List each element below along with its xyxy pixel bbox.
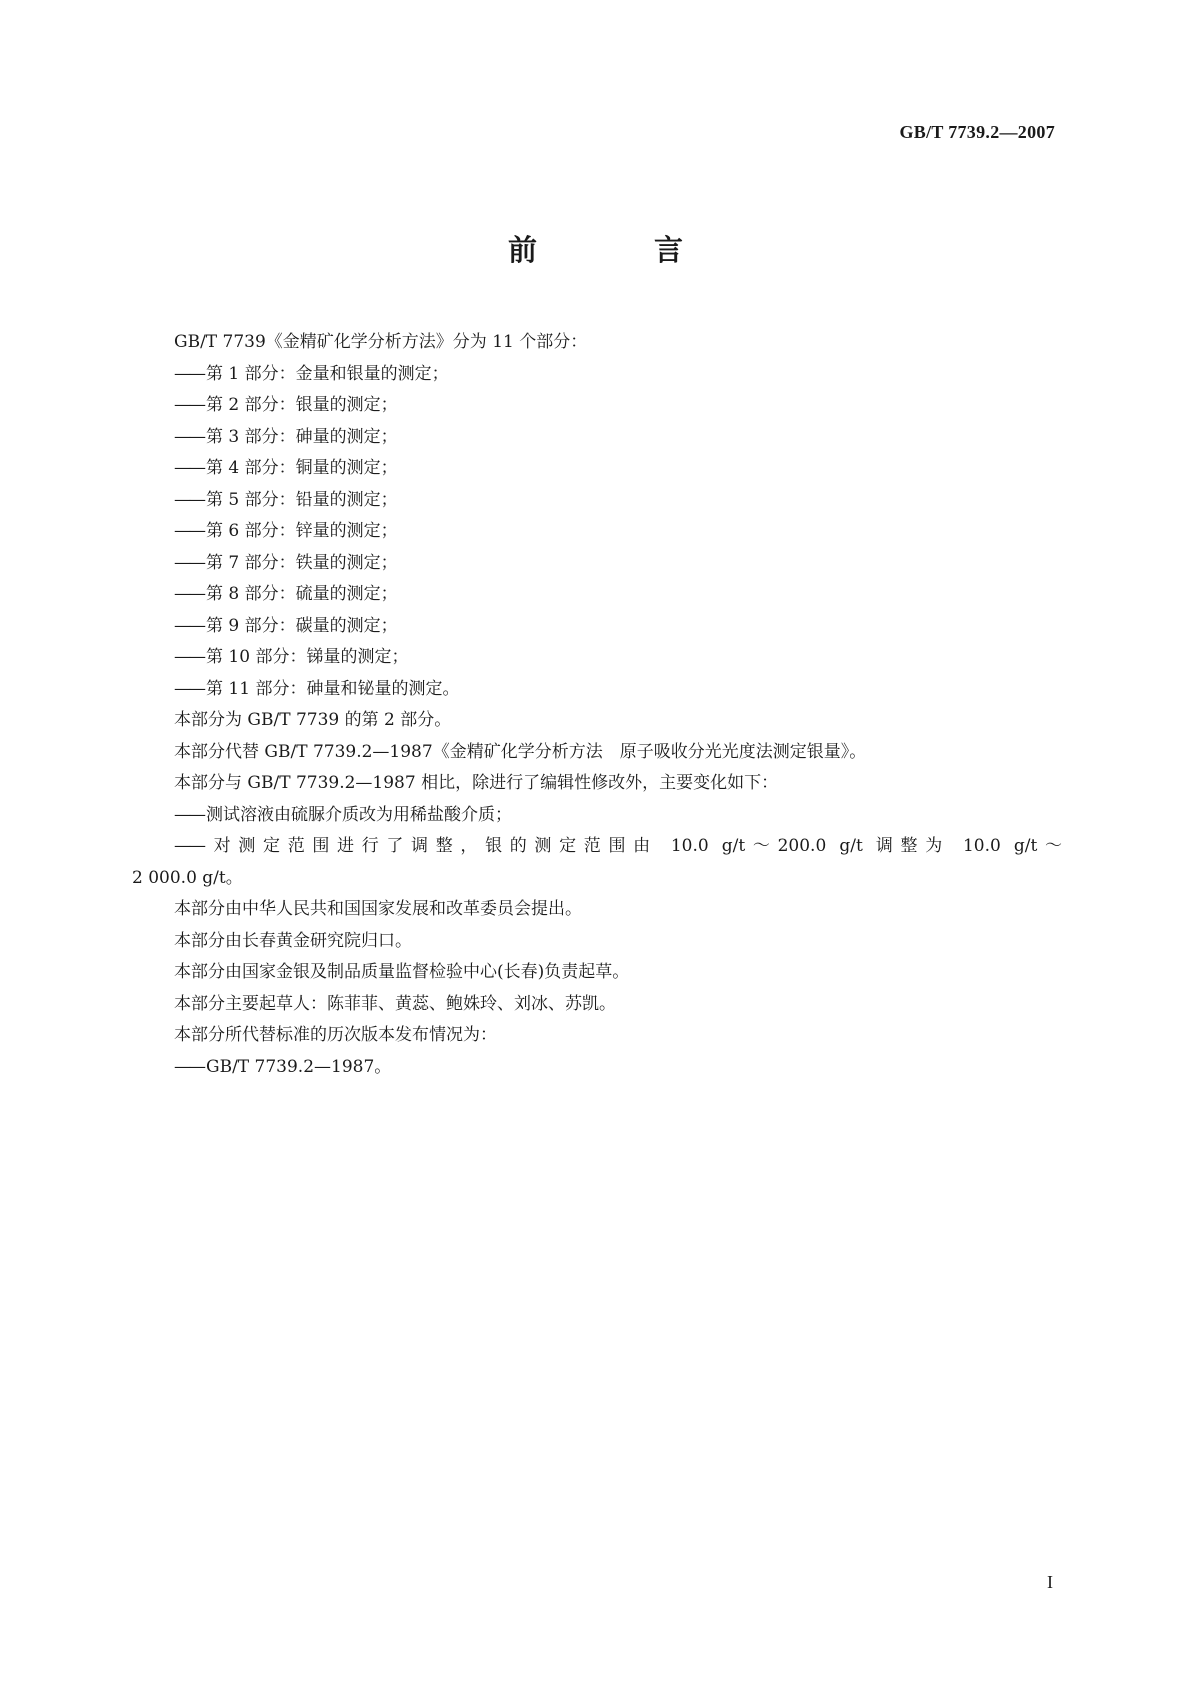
changes-statement: 本部分与 GB/T 7739.2—1987 相比，除进行了编辑性修改外，主要变化如下： (174, 773, 779, 793)
document-body (132, 327, 1062, 1083)
drafters-statement: 本部分主要起草人：陈菲菲、黄蕊、鲍姝玲、刘冰、苏凯。 (174, 993, 616, 1014)
change-item-2: —— 对测定范围进行了调整，银的测定范围由 10.0 g/t～200.0 g/t 调整为 10.0 g/t～ (132, 831, 1062, 863)
history-item: —— GB/T 7739.2—1987。 (132, 1052, 1062, 1084)
change-item-1: —— 测试溶液由硫脲介质改为用稀盐酸介质； (132, 800, 1062, 832)
list-item-part-8: —— 第 8 部分：硫量的测定； (132, 579, 1062, 611)
proposer-statement: 本部分由中华人民共和国国家发展和改革委员会提出。 (174, 899, 582, 919)
list-item-part-3: —— 第 3 部分：砷量的测定； (132, 422, 1062, 454)
drafting-unit-statement: 本部分由国家金银及制品质量监督检验中心(长春)负责起草。 (174, 962, 630, 982)
change-item-2-continuation: 2 000.0 g/t。 (132, 867, 243, 888)
list-item-part-5: —— 第 5 部分：铅量的测定； (132, 485, 1062, 517)
replacement-statement: 本部分代替 GB/T 7739.2—1987《金精矿化学分析方法 原子吸收分光光度法测定银量》。 (174, 741, 867, 762)
page-title: 前 言 (507, 233, 727, 267)
history-statement: 本部分所代替标准的历次版本发布情况为： (174, 1025, 497, 1045)
list-item-part-6: —— 第 6 部分：锌量的测定； (132, 516, 1062, 548)
intro-paragraph: GB/T 7739《金精矿化学分析方法》分为 11 个部分： (174, 332, 588, 352)
list-item-part-9: —— 第 9 部分：碳量的测定； (132, 611, 1062, 643)
list-item-part-7: —— 第 7 部分：铁量的测定； (132, 548, 1062, 580)
list-item-part-4: —— 第 4 部分：铜量的测定； (132, 453, 1062, 485)
page-number: I (1047, 1572, 1053, 1592)
list-item-part-10: —— 第 10 部分：锑量的测定； (132, 642, 1062, 674)
list-item-part-2: —— 第 2 部分：银量的测定； (132, 390, 1062, 422)
part-statement: 本部分为 GB/T 7739 的第 2 部分。 (174, 710, 452, 730)
list-item-part-11: —— 第 11 部分：砷量和铋量的测定。 (132, 674, 1062, 706)
centralized-statement: 本部分由长春黄金研究院归口。 (174, 930, 412, 951)
list-item-part-1: —— 第 1 部分：金量和银量的测定； (132, 359, 1062, 391)
standard-code: GB/T 7739.2—2007 (899, 122, 1055, 142)
